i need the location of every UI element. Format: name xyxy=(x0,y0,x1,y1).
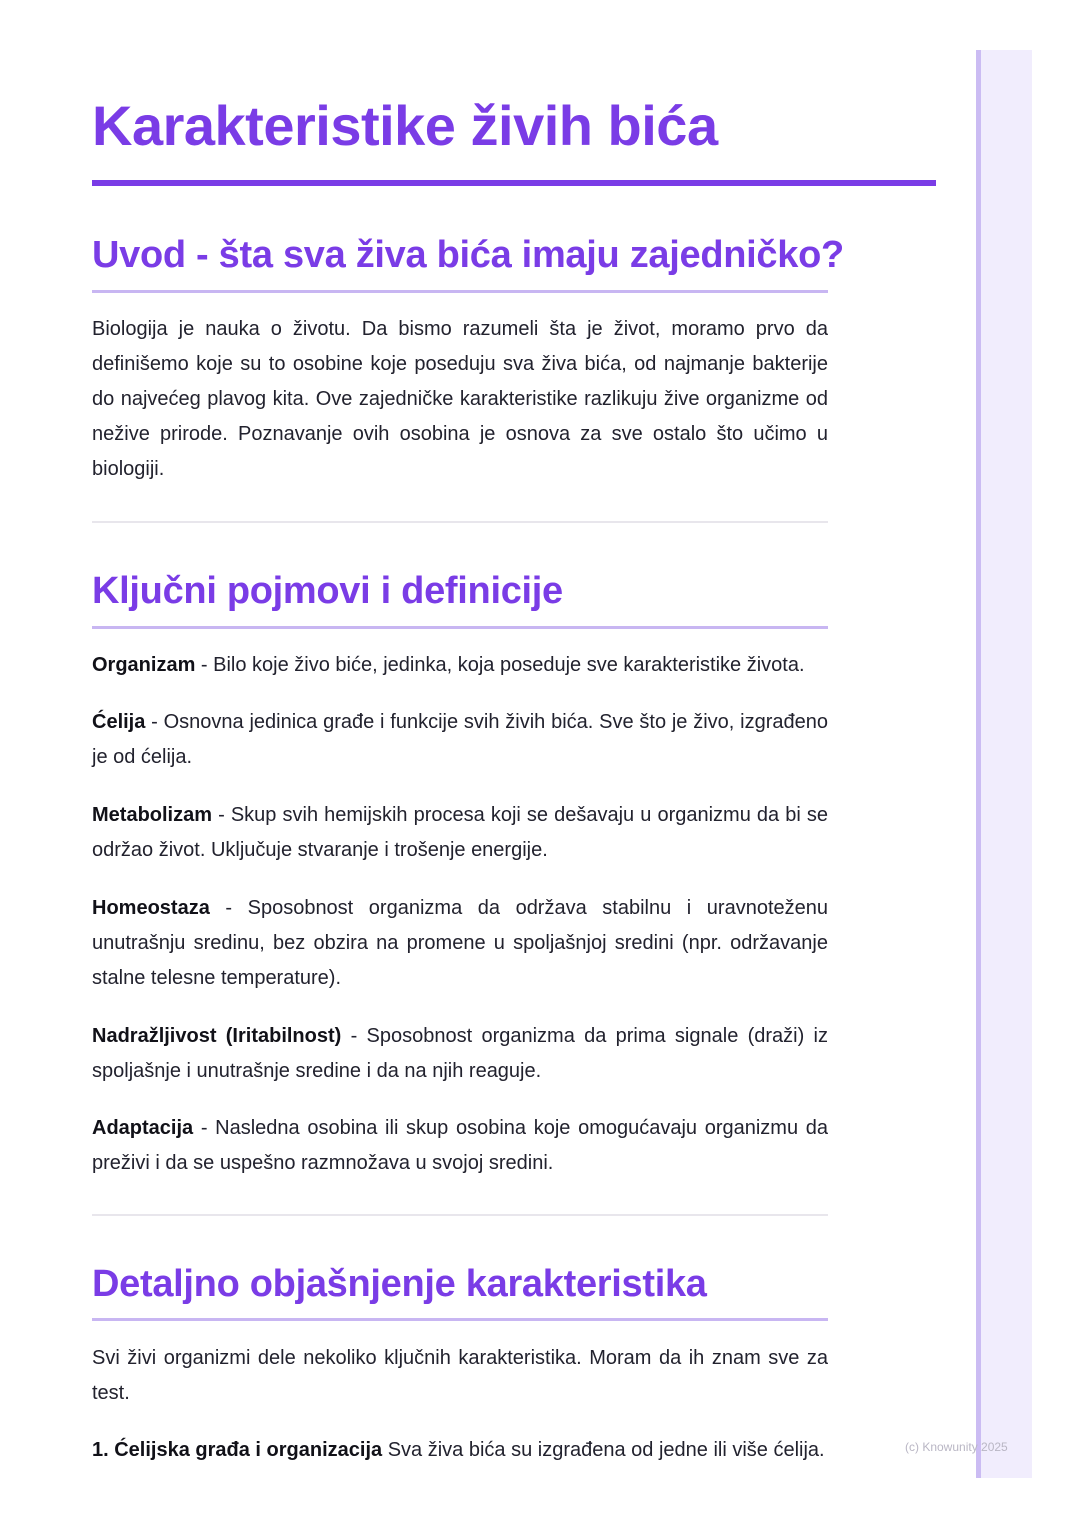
definition-term: Organizam xyxy=(92,654,196,676)
definition-term: Nadražljivost (Iritabilnost) xyxy=(92,1025,342,1047)
definition-item xyxy=(92,798,828,868)
section-heading-intro: Uvod - šta sva živa bića imaju zajedničko? xyxy=(92,234,844,276)
section-divider xyxy=(92,521,828,523)
definition-item xyxy=(92,1111,828,1181)
definition-text: - Osnovna jedinica građe i funkcije svih živih bića. Sve što je živo, izgrađeno je od ćelija. xyxy=(92,711,828,768)
characteristic-term: 1. Ćelijska građa i organizacija xyxy=(92,1439,383,1461)
heading-underline xyxy=(92,290,828,293)
intro-paragraph: Biologija je nauka o životu. Da bismo razumeli šta je život, moramo prvo da definišemo koje su to osobine koje poseduju sva živa bića, od najmanje bakterije do najvećeg plavog kita. Ove zajedničke karakteristike razlikuju žive organizme od nežive prirode. Poznavanje ovih osobina je osnova za sve ostalo što učimo u biologiji. xyxy=(92,318,828,480)
definition-term: Ćelija xyxy=(92,711,146,733)
definition-term: Metabolizam xyxy=(92,804,213,826)
definition-term: Homeostaza xyxy=(92,897,210,919)
page-title: Karakteristike živih bića xyxy=(92,94,718,157)
definition-item xyxy=(92,648,828,683)
definition-text: - Bilo koje živo biće, jedinka, koja poseduje sve karakteristike života. xyxy=(195,654,805,676)
heading-underline xyxy=(92,1318,828,1321)
heading-underline xyxy=(92,626,828,629)
section-divider xyxy=(92,1214,828,1216)
section-heading-definitions: Ključni pojmovi i definicije xyxy=(92,570,563,612)
page-side-decoration xyxy=(976,50,1032,1478)
characteristic-item xyxy=(92,1433,828,1468)
title-underline xyxy=(92,180,936,186)
definition-item xyxy=(92,891,828,996)
definition-text: - Sposobnost organizma da održava stabilnu i uravnoteženu unutrašnju sredinu, bez obzira na promene u spoljašnjoj sredini (npr. održavanje stalne telesne temperature). xyxy=(92,897,828,989)
definition-text: - Skup svih hemijskih procesa koji se dešavaju u organizmu da bi se održao život. Uključuje stvaranje i trošenje energije. xyxy=(92,804,828,861)
definition-item xyxy=(92,1019,828,1089)
copyright-footer: (c) Knowunity 2025 xyxy=(905,1440,1008,1454)
definition-text: - Nasledna osobina ili skup osobina koje omogućavaju organizmu da preživi i da se uspešno razmnožava u svojoj sredini. xyxy=(92,1117,828,1174)
definition-term: Adaptacija xyxy=(92,1117,194,1139)
definition-text: - Sposobnost organizma da prima signale (draži) iz spoljašnje i unutrašnje sredine i da na njih reaguje. xyxy=(92,1025,828,1082)
definition-item xyxy=(92,705,828,775)
details-intro-paragraph: Svi živi organizmi dele nekoliko ključnih karakteristika. Moram da ih znam sve za test. xyxy=(92,1347,828,1404)
characteristic-text: Sva živa bića su izgrađena od jedne ili više ćelija. xyxy=(382,1439,825,1461)
section-heading-details: Detaljno objašnjenje karakteristika xyxy=(92,1263,707,1305)
